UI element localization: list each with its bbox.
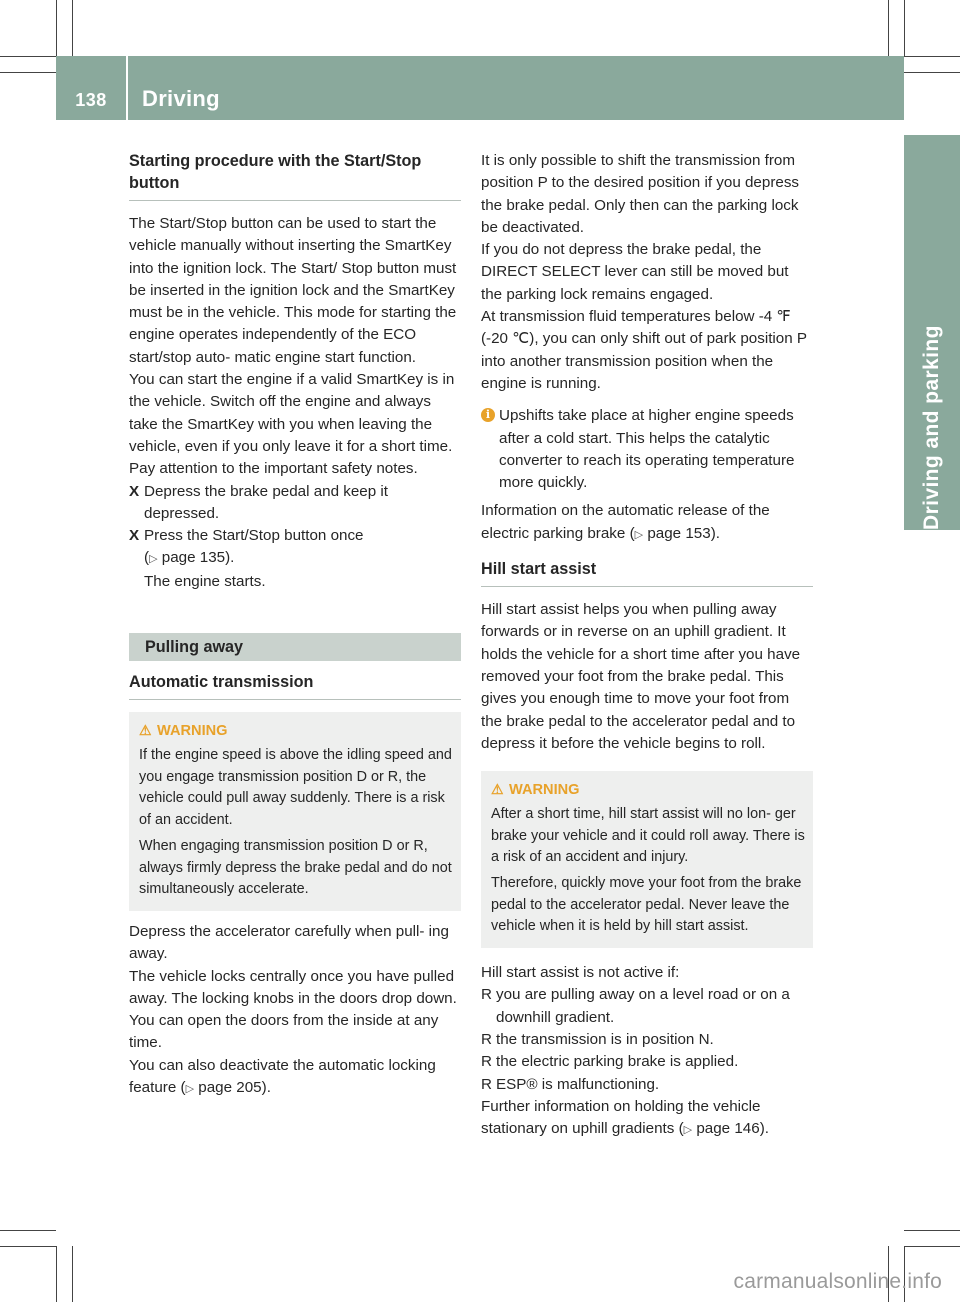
paragraph: Further information on holding the vehicle stationary on uphill gradients (▷ page 146).	[481, 1097, 769, 1138]
paragraph: It is only possible to shift the transmission from position P to the desired position if you depress the brake pedal. Only then can the parking lock be deactivated.	[481, 152, 800, 236]
warning-box	[481, 771, 813, 948]
heading-start-stop: Starting procedure with the Start/Stop button	[129, 150, 461, 201]
page-ref-link[interactable]: page 135	[161, 549, 226, 567]
crop-mark	[56, 0, 57, 56]
crop-mark	[0, 56, 56, 57]
warning-triangle-icon: ⚠	[139, 722, 152, 739]
paragraph: At transmission fluid temperatures below -4 ℉ (-20 ℃), you can only shift out of park position P into another transmission position when the engine is running.	[481, 308, 807, 392]
chapter-side-tab-label: Driving and parking	[920, 325, 943, 530]
crop-mark	[904, 0, 905, 56]
heading-hill-start-assist: Hill start assist	[481, 558, 813, 587]
paragraph-text: Further information on holding the vehicle stationary on uphill gradients	[481, 1097, 761, 1138]
bullet-item	[481, 1074, 813, 1096]
crop-mark	[72, 1246, 73, 1302]
crop-mark	[0, 1246, 56, 1247]
crop-mark	[888, 0, 889, 56]
crop-mark	[904, 1230, 960, 1231]
warning-text: When engaging transmission position D or R, always firmly depress the brake pedal and do not simultaneously accelerate.	[139, 837, 452, 898]
bullet-marker: R	[481, 1075, 492, 1093]
section-title: Driving	[142, 86, 220, 111]
bullet-marker: R	[481, 986, 492, 1004]
crop-mark	[904, 72, 960, 73]
paragraph: The Start/Stop button can be used to start the vehicle manually without inserting the SmartKey into the ignition lock. The Start/ Stop button must be inserted in the ignition lock and the SmartKey must be in the vehicle. This mode for starting the engine operates independently of the ECO start/stop auto- matic engine start function.	[129, 215, 457, 366]
crop-mark	[904, 1246, 960, 1247]
page-ref-link[interactable]: page 153	[647, 524, 711, 542]
header-divider	[126, 56, 128, 120]
warning-text: After a short time, hill start assist will no lon- ger brake your vehicle and it could roll away. There is a risk of an accident and injury.	[491, 805, 805, 866]
crop-mark	[0, 72, 56, 73]
paragraph: Hill start assist is not active if:	[481, 964, 680, 982]
page-ref-link[interactable]: page 146	[696, 1120, 760, 1138]
warning-text: Therefore, quickly move your foot from the brake pedal to the accelerator pedal. Never leave the vehicle when it is held by hill start assist.	[491, 874, 802, 935]
warning-box	[129, 712, 461, 911]
footer-watermark: carmanualsonline.info	[733, 1270, 942, 1293]
crop-mark	[904, 56, 960, 57]
info-note	[481, 405, 813, 494]
step-item: X Press the Start/Stop button once (▷ page 135). The engine starts.	[129, 527, 364, 590]
paragraph: You can open the doors from the inside at any time.	[129, 1012, 439, 1052]
warning-text: If the engine speed is above the idling speed and you engage transmission position D or R, the vehicle could pull away suddenly. There is a risk of an accident.	[139, 747, 452, 829]
bullet-text: the electric parking brake is applied.	[496, 1053, 739, 1071]
warning-triangle-icon: ⚠	[491, 781, 504, 798]
paragraph: The vehicle locks centrally once you have pulled away. The locking knobs in the doors drop down.	[129, 967, 457, 1007]
paragraph: You can start the engine if a valid SmartKey is in the vehicle. Switch off the engine and always take the SmartKey with you when leaving the vehicle, even if you only leave it for a short time. Pay attention to the important safety notes.	[129, 371, 455, 478]
page-ref-link[interactable]: page 205	[198, 1079, 262, 1097]
warning-title-text: WARNING	[157, 723, 228, 740]
paragraph: Hill start assist helps you when pulling away forwards or in reverse on an uphill gradient. It holds the vehicle for a short time after you have removed your foot from the brake pedal. This gives you enough time to move your foot from the brake pedal to the accelerator pedal and to depress it before the vehicle begins to roll.	[481, 601, 801, 752]
step-result: The engine starts.	[144, 572, 266, 590]
paragraph-text: Information on the automatic release of the electric parking brake	[481, 502, 770, 542]
step-text: Press the Start/Stop button once	[144, 527, 364, 545]
paragraph: If you do not depress the brake pedal, the DIRECT SELECT lever can still be moved but the parking lock remains engaged.	[481, 241, 789, 303]
page-ref-icon: ▷	[185, 1083, 195, 1096]
warning-title	[139, 720, 453, 743]
bullet-item	[481, 984, 813, 1029]
bullet-text: ESP® is malfunctioning.	[496, 1075, 660, 1093]
band-heading-pulling-away: Pulling away	[129, 633, 461, 661]
paragraph: Information on the automatic release of the electric parking brake (▷ page 153).	[481, 502, 770, 542]
info-icon: i	[481, 408, 495, 422]
page-ref-icon: ▷	[149, 553, 158, 566]
page-number: 138	[75, 90, 107, 110]
bullet-item	[481, 1051, 813, 1073]
crop-mark	[0, 1230, 56, 1231]
warning-title-text: WARNING	[509, 782, 580, 799]
right-column	[481, 150, 813, 1141]
bullet-text: the transmission is in position N.	[496, 1030, 714, 1048]
step-arrow-icon: X	[129, 482, 140, 500]
crop-mark	[72, 0, 73, 56]
left-column	[129, 150, 461, 1100]
bullet-item	[481, 1029, 813, 1051]
paragraph-text: You can also deactivate the automatic locking feature	[129, 1056, 436, 1097]
bullet-text: you are pulling away on a level road or on a downhill gradient.	[496, 986, 790, 1026]
crop-mark	[56, 1246, 57, 1302]
bullet-marker: R	[481, 1053, 492, 1071]
bullet-marker: R	[481, 1030, 492, 1048]
paragraph: Depress the accelerator carefully when pull- ing away.	[129, 922, 449, 963]
step-text: Depress the brake pedal and keep it depressed.	[144, 482, 389, 522]
page-ref-icon: ▷	[634, 528, 644, 541]
step-arrow-icon: X	[129, 527, 140, 545]
page-ref-icon: ▷	[683, 1124, 693, 1137]
paragraph: You can also deactivate the automatic locking feature (▷ page 205).	[129, 1056, 436, 1097]
step-item	[129, 481, 461, 526]
heading-automatic-transmission: Automatic transmission	[129, 671, 461, 700]
warning-title	[491, 779, 805, 802]
info-text: Upshifts take place at higher engine speeds after a cold start. This helps the catalytic converter to reach its operating temperature more quickly.	[499, 407, 795, 492]
